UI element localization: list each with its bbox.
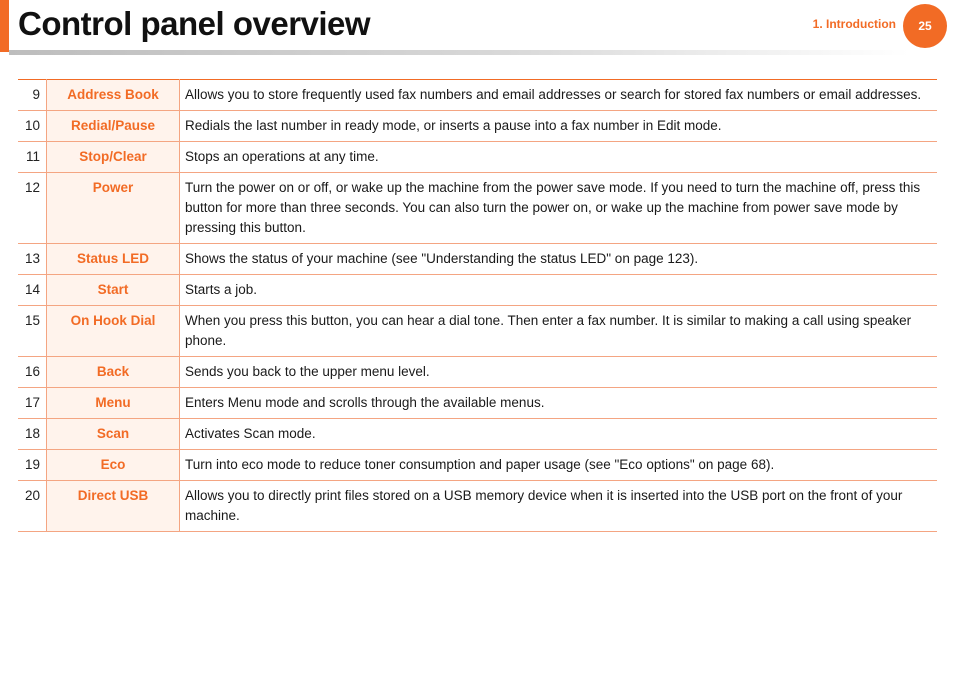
row-number: 20 <box>18 481 47 532</box>
row-number: 18 <box>18 419 47 450</box>
button-description: Turn into eco mode to reduce toner consumption and paper usage (see "Eco options" on page 68). <box>180 450 938 481</box>
table-row <box>18 244 937 275</box>
button-name: Power <box>47 173 180 244</box>
row-number: 19 <box>18 450 47 481</box>
row-number: 15 <box>18 306 47 357</box>
row-number: 14 <box>18 275 47 306</box>
button-name: Redial/Pause <box>47 111 180 142</box>
table-row <box>18 80 937 111</box>
table-row <box>18 419 937 450</box>
table-row <box>18 111 937 142</box>
row-number: 9 <box>18 80 47 111</box>
title-underline-rule <box>9 50 909 55</box>
button-description: Shows the status of your machine (see "Understanding the status LED" on page 123). <box>180 244 938 275</box>
button-name: Start <box>47 275 180 306</box>
button-name: Status LED <box>47 244 180 275</box>
section-label[interactable]: 1. Introduction <box>812 17 896 31</box>
button-description: Sends you back to the upper menu level. <box>180 357 938 388</box>
button-description: Starts a job. <box>180 275 938 306</box>
row-number: 11 <box>18 142 47 173</box>
row-number: 12 <box>18 173 47 244</box>
table-row <box>18 357 937 388</box>
button-name: Back <box>47 357 180 388</box>
table-row <box>18 142 937 173</box>
button-description: When you press this button, you can hear a dial tone. Then enter a fax number. It is similar to making a call using speaker phone. <box>180 306 938 357</box>
button-name: Direct USB <box>47 481 180 532</box>
button-description: Activates Scan mode. <box>180 419 938 450</box>
table-row <box>18 450 937 481</box>
button-description: Enters Menu mode and scrolls through the available menus. <box>180 388 938 419</box>
table-row <box>18 481 937 532</box>
button-name: Eco <box>47 450 180 481</box>
button-name: Menu <box>47 388 180 419</box>
button-description: Redials the last number in ready mode, or inserts a pause into a fax number in Edit mode. <box>180 111 938 142</box>
page-title: Control panel overview <box>18 5 371 42</box>
row-number: 16 <box>18 357 47 388</box>
row-number: 10 <box>18 111 47 142</box>
table-row <box>18 275 937 306</box>
header-accent-bar <box>0 0 9 52</box>
button-name: Address Book <box>47 80 180 111</box>
table-row <box>18 388 937 419</box>
row-number: 13 <box>18 244 47 275</box>
button-description: Turn the power on or off, or wake up the machine from the power save mode. If you need to turn the machine off, press this button for more than three seconds. You can also turn the power on, or wake up the machine from power save mode by pressing this button. <box>180 173 938 244</box>
button-name: Stop/Clear <box>47 142 180 173</box>
button-name: On Hook Dial <box>47 306 180 357</box>
table-row <box>18 306 937 357</box>
button-description: Allows you to store frequently used fax numbers and email addresses or search for stored fax numbers or email addresses. <box>180 80 938 111</box>
page-number-badge: 25 <box>903 4 947 48</box>
table-row <box>18 173 937 244</box>
button-description: Stops an operations at any time. <box>180 142 938 173</box>
button-name: Scan <box>47 419 180 450</box>
control-panel-table <box>18 79 937 532</box>
row-number: 17 <box>18 388 47 419</box>
button-description: Allows you to directly print files stored on a USB memory device when it is inserted into the USB port on the front of your machine. <box>180 481 938 532</box>
